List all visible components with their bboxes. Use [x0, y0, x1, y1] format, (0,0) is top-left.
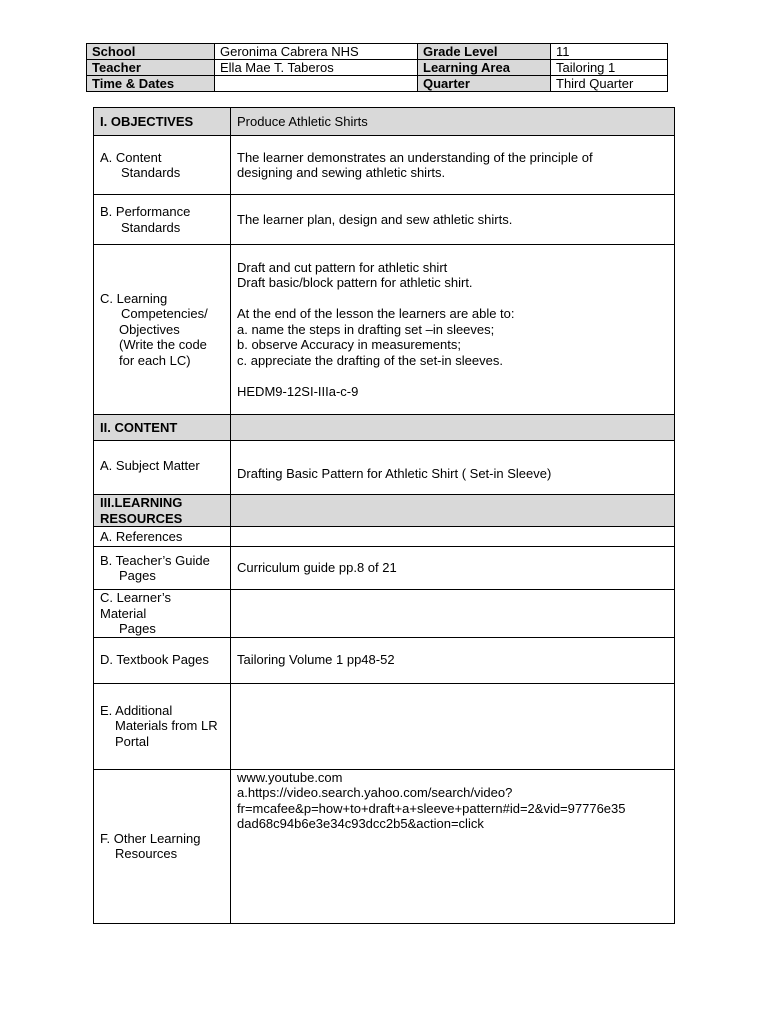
learners-material-label-line: Material — [100, 605, 147, 621]
competency-line: Draft basic/block pattern for athletic shirt. — [237, 275, 473, 291]
quarter-value: Third Quarter — [551, 76, 668, 92]
competency-line: c. appreciate the drafting of the set-in sleeves. — [237, 352, 503, 368]
grade-level-label: Grade Level — [418, 44, 551, 60]
grade-level-value: 11 — [551, 44, 668, 60]
teachers-guide-label-line: B. Teacher’s Guide — [100, 552, 210, 568]
header-row-school — [87, 44, 668, 60]
other-resources-label-line: Resources — [115, 846, 178, 861]
other-resources-value — [231, 769, 675, 923]
textbook-label: D. Textbook Pages — [94, 637, 231, 683]
performance-standards-label-line: B. Performance — [100, 204, 191, 219]
performance-standards-label — [94, 195, 231, 245]
subject-matter-value: Drafting Basic Pattern for Athletic Shirt ( Set-in Sleeve) — [231, 441, 675, 495]
additional-materials-row — [94, 683, 675, 769]
textbook-value: Tailoring Volume 1 pp48-52 — [231, 637, 675, 683]
additional-materials-value — [231, 683, 675, 769]
teachers-guide-row — [94, 547, 675, 590]
school-label: School — [87, 44, 215, 60]
content-heading: II. CONTENT — [94, 415, 231, 441]
teachers-guide-label-line: Pages — [119, 568, 156, 583]
objectives-heading-row — [94, 108, 675, 136]
quarter-label: Quarter — [418, 76, 551, 92]
resource-link[interactable]: www.youtube.com — [237, 769, 343, 785]
additional-materials-label-line: E. Additional — [100, 702, 173, 718]
learners-material-label-line: Pages — [119, 621, 156, 636]
content-standards-row — [94, 136, 675, 195]
learners-material-value — [231, 590, 675, 638]
additional-materials-label-line: Portal — [115, 733, 149, 749]
resources-heading-line: III.LEARNING — [100, 495, 183, 510]
references-label: A. References — [94, 527, 231, 547]
objectives-value: Produce Athletic Shirts — [231, 108, 675, 136]
teachers-guide-label — [94, 547, 231, 590]
objectives-heading: I. OBJECTIVES — [94, 108, 231, 136]
content-heading-empty — [231, 415, 675, 441]
learning-area-label: Learning Area — [418, 60, 551, 76]
resources-heading — [94, 495, 231, 527]
competencies-label-line: for each LC) — [119, 352, 191, 368]
competencies-value — [231, 245, 675, 415]
teacher-value: Ella Mae T. Taberos — [215, 60, 418, 76]
resource-link[interactable]: a.https://video.search.yahoo.com/search/video? — [237, 785, 513, 800]
competency-line: b. observe Accuracy in measurements; — [237, 337, 461, 353]
content-heading-row — [94, 415, 675, 441]
content-standards-label-line: A. Content — [100, 149, 162, 165]
performance-standards-value: The learner plan, design and sew athletic shirts. — [231, 195, 675, 245]
additional-materials-label — [94, 683, 231, 769]
content-standards-text: The learner demonstrates an understanding of the principle of — [237, 149, 593, 165]
competencies-label-line: Competencies/ — [121, 306, 208, 322]
competencies-row — [94, 245, 675, 415]
resources-heading-empty — [231, 495, 675, 527]
references-row — [94, 527, 675, 547]
content-standards-text: designing and sewing athletic shirts. — [237, 165, 446, 180]
teacher-label: Teacher — [87, 60, 215, 76]
resources-heading-line: RESOURCES — [100, 510, 183, 526]
references-value — [231, 527, 675, 547]
competency-line: a. name the steps in drafting set –in sleeves; — [237, 321, 495, 337]
learning-area-value: Tailoring 1 — [551, 60, 668, 76]
header-row-teacher — [87, 60, 668, 76]
teachers-guide-value: Curriculum guide pp.8 of 21 — [231, 547, 675, 590]
competencies-label-line: Objectives — [119, 321, 180, 337]
subject-matter-label: A. Subject Matter — [94, 441, 231, 495]
time-dates-label: Time & Dates — [87, 76, 215, 92]
competencies-label — [94, 245, 231, 415]
learners-material-label-line: C. Learner’s — [100, 590, 172, 605]
time-dates-value — [215, 76, 418, 92]
resources-heading-row — [94, 495, 675, 527]
content-standards-value — [231, 136, 675, 195]
other-resources-label — [94, 769, 231, 923]
performance-standards-label-line: Standards — [121, 219, 181, 235]
competency-line: Draft and cut pattern for athletic shirt — [237, 259, 448, 275]
other-resources-row — [94, 769, 675, 923]
other-resources-label-line: F. Other Learning — [100, 830, 201, 846]
learners-material-row — [94, 590, 675, 638]
additional-materials-label-line: Materials from LR — [115, 718, 218, 734]
competencies-label-line: (Write the code — [119, 337, 207, 353]
header-row-dates — [87, 76, 668, 92]
header-table — [86, 43, 668, 92]
textbook-row — [94, 637, 675, 683]
performance-standards-row — [94, 195, 675, 245]
school-value: Geronima Cabrera NHS — [215, 44, 418, 60]
content-standards-label — [94, 136, 231, 195]
competency-code: HEDM9-12SI-IIIa-c-9 — [237, 383, 359, 399]
competencies-label-line: C. Learning — [100, 290, 168, 306]
resource-link[interactable]: fr=mcafee&p=how+to+draft+a+sleeve+pattern#id=2&vid=97776e35 — [237, 800, 626, 816]
subject-matter-row — [94, 441, 675, 495]
content-standards-label-line: Standards — [121, 165, 181, 180]
competency-line: At the end of the lesson the learners are able to: — [237, 306, 515, 322]
resource-link[interactable]: dad68c94b6e3e34c93dcc2b5&action=click — [237, 816, 484, 831]
learners-material-label — [94, 590, 231, 638]
lesson-plan-table — [93, 107, 675, 924]
